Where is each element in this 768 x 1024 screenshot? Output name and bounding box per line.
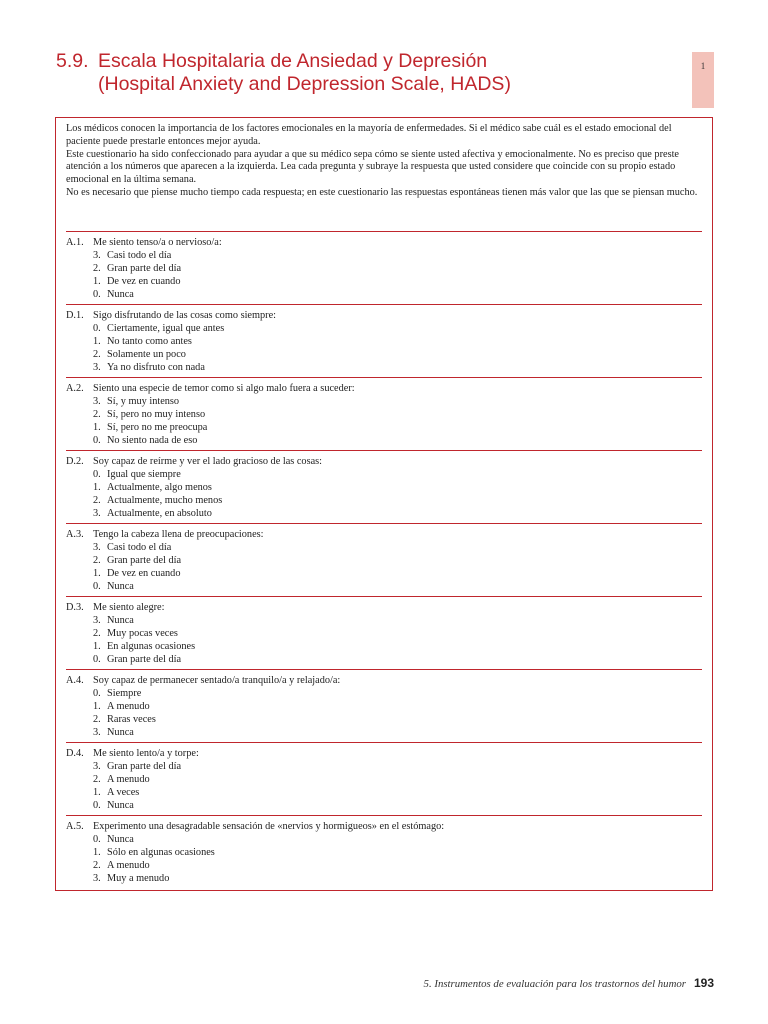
chapter-tab: 1	[692, 52, 714, 108]
answer-option[interactable]: 0. Gran parte del día	[93, 654, 182, 665]
answer-option[interactable]: 1. Actualmente, algo menos	[93, 482, 212, 493]
answer-option[interactable]: 0. Igual que siempre	[93, 469, 181, 480]
answer-option[interactable]: 1. Sí, pero no me preocupa	[93, 422, 208, 433]
question-d2	[66, 450, 702, 520]
answer-option[interactable]: 0. Nunca	[93, 289, 134, 300]
question-text: Siento una especie de temor como si algo malo fuera a suceder:	[93, 383, 355, 394]
answer-option[interactable]: 2. Gran parte del día	[93, 555, 182, 566]
answer-option[interactable]: 3. Nunca	[93, 727, 134, 738]
answer-option[interactable]: 2. Raras veces	[93, 714, 156, 725]
answer-option[interactable]: 1. A menudo	[93, 701, 150, 712]
answer-option[interactable]: 0. No siento nada de eso	[93, 435, 198, 446]
question-text: Soy capaz de permanecer sentado/a tranquilo/a y relajado/a:	[93, 675, 341, 686]
question-a4	[66, 669, 702, 739]
chapter-title: 5. Instrumentos de evaluación para los trastornos del humor	[423, 978, 686, 990]
answer-option[interactable]: 0. Nunca	[93, 800, 134, 811]
instruction-paragraph: Este cuestionario ha sido confeccionado para ayudar a que su médico sepa cómo se siente usted afectiva y emocionalmente. No es preciso que preste atención a los números que aparecen a la izquierda. Lea cada pregunta y subraye la respuesta que usted considere que coincide con su propio estado emocional en la última semana.	[66, 148, 680, 186]
answer-option[interactable]: 0. Nunca	[93, 834, 134, 845]
answer-option[interactable]: 1. De vez en cuando	[93, 276, 181, 287]
question-text: Me siento lento/a y torpe:	[93, 748, 199, 759]
answer-option[interactable]: 2. Muy pocas veces	[93, 628, 178, 639]
page-number: 193	[693, 976, 714, 990]
question-d4	[66, 742, 702, 812]
section-title	[56, 50, 676, 96]
page-footer	[380, 976, 714, 990]
answer-option[interactable]: 0. Siempre	[93, 688, 142, 699]
question-text: Me siento tenso/a o nervioso/a:	[93, 237, 222, 248]
question-code: A.2.	[66, 383, 84, 394]
question-a1	[66, 231, 702, 301]
question-text: Me siento alegre:	[93, 602, 165, 613]
answer-option[interactable]: 3. Gran parte del día	[93, 761, 182, 772]
answer-option[interactable]: 3. Ya no disfruto con nada	[93, 362, 205, 373]
question-text: Soy capaz de reírme y ver el lado gracioso de las cosas:	[93, 456, 323, 467]
question-code: A.1.	[66, 237, 84, 248]
answer-option[interactable]: 0. Ciertamente, igual que antes	[93, 323, 225, 334]
answer-option[interactable]: 2. Solamente un poco	[93, 349, 186, 360]
answer-option[interactable]: 1. A veces	[93, 787, 140, 798]
question-d1	[66, 304, 702, 374]
instructions	[66, 123, 706, 200]
answer-option[interactable]: 2. A menudo	[93, 860, 150, 871]
question-code: A.4.	[66, 675, 84, 686]
title-line-1: Escala Hospitalaria de Ansiedad y Depresión	[98, 50, 488, 72]
question-code: D.2.	[66, 456, 84, 467]
question-text: Experimento una desagradable sensación de «nervios y hormigueos» en el estómago:	[93, 821, 445, 832]
answer-option[interactable]: 3. Casi todo el día	[93, 250, 172, 261]
question-a2	[66, 377, 702, 447]
answer-option[interactable]: 2. A menudo	[93, 774, 150, 785]
question-code: D.1.	[66, 310, 84, 321]
question-text: Sigo disfrutando de las cosas como siempre:	[93, 310, 277, 321]
answer-option[interactable]: 0. Nunca	[93, 581, 134, 592]
section-number: 5.9.	[56, 50, 89, 72]
answer-option[interactable]: 3. Sí, y muy intenso	[93, 396, 180, 407]
question-a5	[66, 815, 702, 885]
title-line-2: (Hospital Anxiety and Depression Scale, HADS)	[98, 73, 511, 95]
question-code: D.4.	[66, 748, 84, 759]
answer-option[interactable]: 2. Sí, pero no muy intenso	[93, 409, 206, 420]
answer-option[interactable]: 3. Casi todo el día	[93, 542, 172, 553]
answer-option[interactable]: 3. Actualmente, en absoluto	[93, 508, 212, 519]
answer-option[interactable]: 3. Nunca	[93, 615, 134, 626]
question-code: A.3.	[66, 529, 84, 540]
answer-option[interactable]: 3. Muy a menudo	[93, 873, 170, 884]
answer-option[interactable]: 1. En algunas ocasiones	[93, 641, 196, 652]
instruction-paragraph: No es necesario que piense mucho tiempo cada respuesta; en este cuestionario las respuestas espontáneas tienen más valor que las que se piensan mucho.	[66, 186, 698, 198]
answer-option[interactable]: 2. Gran parte del día	[93, 263, 182, 274]
question-text: Tengo la cabeza llena de preocupaciones:	[93, 529, 264, 540]
answer-option[interactable]: 1. De vez en cuando	[93, 568, 181, 579]
questionnaire-box	[55, 117, 713, 891]
question-d3	[66, 596, 702, 666]
question-code: D.3.	[66, 602, 84, 613]
question-a3	[66, 523, 702, 593]
answer-option[interactable]: 2. Actualmente, mucho menos	[93, 495, 223, 506]
instruction-paragraph: Los médicos conocen la importancia de los factores emocionales en la mayoría de enfermedades. Si el médico sabe cuál es el estado emocional del paciente puede prestarle entonces mejor ayuda.	[66, 123, 672, 147]
question-code: A.5.	[66, 821, 84, 832]
answer-option[interactable]: 1. No tanto como antes	[93, 336, 192, 347]
answer-option[interactable]: 1. Sólo en algunas ocasiones	[93, 847, 215, 858]
